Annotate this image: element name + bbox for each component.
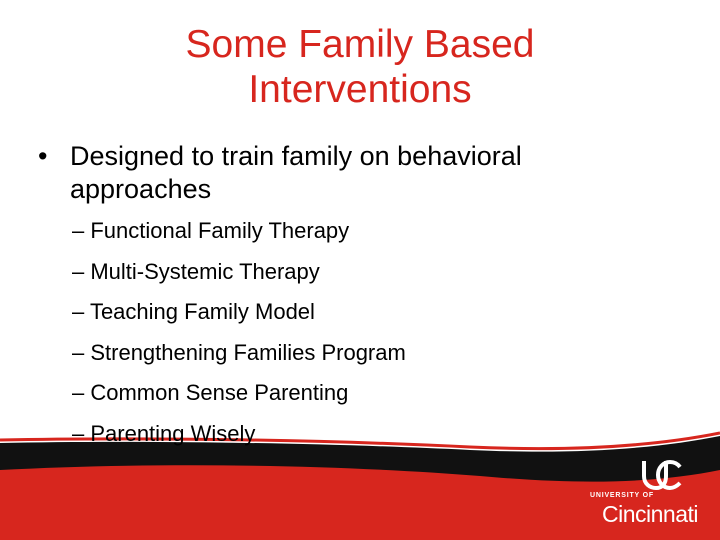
main-bullet [38, 140, 658, 206]
logo-name-text: Cincinnati [602, 501, 698, 527]
list-item: – Common Sense Parenting [72, 380, 349, 405]
intervention-list [72, 216, 406, 459]
slide-title-line-1: Some Family Based [185, 23, 535, 66]
list-item: – Strengthening Families Program [72, 339, 406, 365]
list-item: – Teaching Family Model [72, 299, 315, 324]
slide-title [0, 22, 720, 112]
university-logo [588, 458, 710, 528]
slide-title-line-2: Interventions [248, 68, 472, 111]
list-item: – Parenting Wisely [72, 420, 256, 446]
list-item: – Multi-Systemic Therapy [72, 258, 320, 284]
logo-university-text: UNIVERSITY OF [590, 492, 654, 499]
list-item: – Functional Family Therapy [72, 218, 350, 243]
uc-monogram-icon [640, 458, 684, 492]
main-bullet-text: Designed to train family on behavioral approaches [70, 141, 522, 204]
bullet-marker: • [38, 141, 48, 171]
